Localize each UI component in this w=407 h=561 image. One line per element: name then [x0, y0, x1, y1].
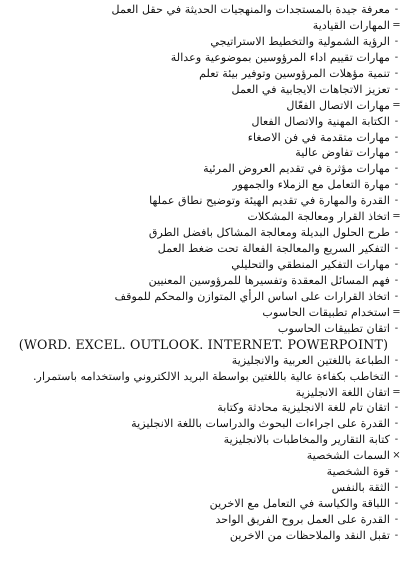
- line-text: مهارة التعامل مع الزملاء والجمهور: [232, 178, 390, 192]
- bullet-marker: -: [394, 51, 399, 63]
- bullet-marker: -: [394, 466, 399, 478]
- line-text: مهارات مؤثرة في تقديم العروض المرئية: [203, 162, 390, 176]
- line-text: طرح الحلول البديلة ومعالجة المشاكل بافضل الطرق: [148, 226, 390, 240]
- list-item: [6, 496, 401, 512]
- list-item: [6, 353, 401, 369]
- line-text: مهارات تفاوض عالية: [295, 146, 390, 160]
- line-text: القدرة على اجراءات البحوث والدراسات باللغة الانجليزية: [131, 417, 390, 431]
- section-heading-line: [6, 18, 401, 34]
- list-item: [6, 66, 401, 82]
- line-text: مهارات متقدمة في فن الاصغاء: [247, 130, 390, 144]
- bullet-marker: -: [394, 259, 399, 270]
- bullet-marker: =: [392, 211, 401, 223]
- section-heading-line: [6, 448, 401, 464]
- bullet-marker: -: [394, 354, 399, 366]
- line-text: استخدام تطبيقات الحاسوب: [262, 305, 390, 319]
- bullet-marker: =: [392, 386, 401, 398]
- list-item: [6, 161, 401, 177]
- section-heading-line: [6, 98, 401, 114]
- bullet-marker: -: [394, 227, 399, 239]
- list-item: [6, 82, 401, 98]
- bullet-marker: -: [394, 434, 399, 446]
- bullet-marker: -: [394, 4, 399, 15]
- list-item: [6, 114, 401, 130]
- bullet-marker: -: [394, 67, 399, 79]
- bullet-marker: -: [394, 482, 399, 494]
- list-item: [6, 432, 401, 448]
- section-heading-line: [6, 385, 401, 401]
- bullet-marker: -: [394, 83, 399, 95]
- line-text: اتقان اللغة الانجليزية: [295, 385, 390, 399]
- bullet-marker: =: [392, 19, 401, 31]
- line-text: تقبل النقد والملاحظات من الاخرين: [229, 528, 390, 542]
- bullet-marker: -: [394, 370, 399, 382]
- line-text: فهم المسائل المعقدة وتفسيرها للمرؤوسين المعنيين: [148, 273, 390, 287]
- bullet-marker: -: [394, 179, 399, 191]
- list-item: [6, 528, 401, 544]
- bullet-marker: -: [394, 115, 399, 127]
- line-text: القدرة على العمل بروح الفريق الواحد: [215, 513, 390, 526]
- list-item: [6, 193, 401, 209]
- bullet-marker: -: [394, 514, 399, 525]
- line-text: الرؤية الشمولية والتخطيط الاستراتيجي: [210, 34, 390, 48]
- line-text: اتخاذ القرار ومعالجة المشكلات: [247, 210, 390, 224]
- bullet-marker: -: [394, 322, 399, 334]
- line-text: مهارات الاتصال الفعّال: [286, 98, 390, 112]
- line-text: كتابة التقارير والمخاطبات بالانجليزية: [223, 433, 390, 447]
- line-text: اتقان تام للغة الانجليزية محادثة وكتابة: [217, 401, 390, 415]
- line-text: السمات الشخصية: [306, 449, 390, 463]
- list-item: [6, 289, 401, 305]
- bullet-marker: =: [392, 99, 401, 111]
- list-item: [6, 273, 401, 289]
- bullet-marker: -: [394, 274, 399, 286]
- line-text: مهارات تقييم اداء المرؤوسين بموضوعية وعدالة: [170, 50, 390, 64]
- bullet-marker: -: [394, 418, 399, 430]
- list-item: [6, 241, 401, 257]
- list-item: [6, 369, 401, 385]
- list-item: [6, 464, 401, 480]
- bullet-marker: -: [394, 290, 399, 302]
- bullet-marker: -: [394, 163, 399, 175]
- line-text: اتقان تطبيقات الحاسوب: [277, 321, 390, 335]
- line-text: تنمية مؤهلات المرؤوسين وتوفير بيئة تعلم: [199, 66, 390, 80]
- line-text: المهارات القيادية: [312, 18, 390, 32]
- list-item: [6, 50, 401, 66]
- line-text: التفكير السريع والمعالجة الفعالة تحت ضغط العمل: [157, 242, 390, 256]
- bullet-marker: -: [394, 529, 399, 541]
- list-item: [6, 145, 401, 161]
- bullet-marker: -: [394, 35, 399, 47]
- list-item: [6, 34, 401, 50]
- list-item: [6, 257, 401, 273]
- bullet-marker: =: [392, 306, 401, 318]
- list-item: [6, 177, 401, 193]
- section-heading-line: [6, 209, 401, 225]
- list-item: [6, 416, 401, 432]
- line-text: معرفة جيدة بالمستجدات والمنهجيات الحديثة في حقل العمل: [111, 3, 390, 16]
- line-text: التخاطب بكفاءة عالية باللغتين بواسطة البريد الالكتروني واستخدامه باستمرار.: [32, 369, 390, 383]
- line-text: قوة الشخصية: [326, 465, 390, 479]
- line-text: مهارات التفكير المنطقي والتحليلي: [231, 258, 390, 271]
- list-item: [6, 480, 401, 496]
- line-text: اتخاذ القرارات على اساس الرأي المتوازن والمحكم للموقف: [114, 289, 390, 303]
- document-body: [0, 2, 407, 559]
- bullet-marker: -: [394, 498, 399, 510]
- bullet-marker: -: [394, 147, 399, 159]
- list-item: [6, 337, 401, 353]
- bullet-marker: -: [394, 131, 399, 143]
- software-list-text: (WORD. EXCEL. OUTLOOK. INTERNET. POWERPOINT): [18, 336, 389, 352]
- line-text: اللباقة والكياسة في التعامل مع الاخرين: [209, 497, 390, 511]
- list-item: [6, 2, 401, 18]
- line-text: تعزيز الاتجاهات الايجابية في العمل: [231, 82, 390, 96]
- line-text: الطباعة باللغتين العربية والانجليزية: [231, 353, 390, 367]
- list-item: [6, 321, 401, 337]
- list-item: [6, 400, 401, 416]
- line-text: الثقة بالنفس: [331, 481, 390, 495]
- line-text: الكتابة المهنية والاتصال الفعال: [251, 114, 390, 128]
- bullet-marker: -: [394, 402, 399, 414]
- section-heading-line: [6, 305, 401, 321]
- list-item: [6, 130, 401, 146]
- bullet-marker: -: [394, 243, 399, 255]
- list-item: [6, 512, 401, 528]
- bullet-marker: -: [394, 195, 399, 207]
- list-item: [6, 225, 401, 241]
- line-text: القدرة والمهارة في تقديم الهيئة وتوضيح نطاق عملها: [149, 194, 390, 208]
- bullet-marker: ×: [392, 450, 401, 462]
